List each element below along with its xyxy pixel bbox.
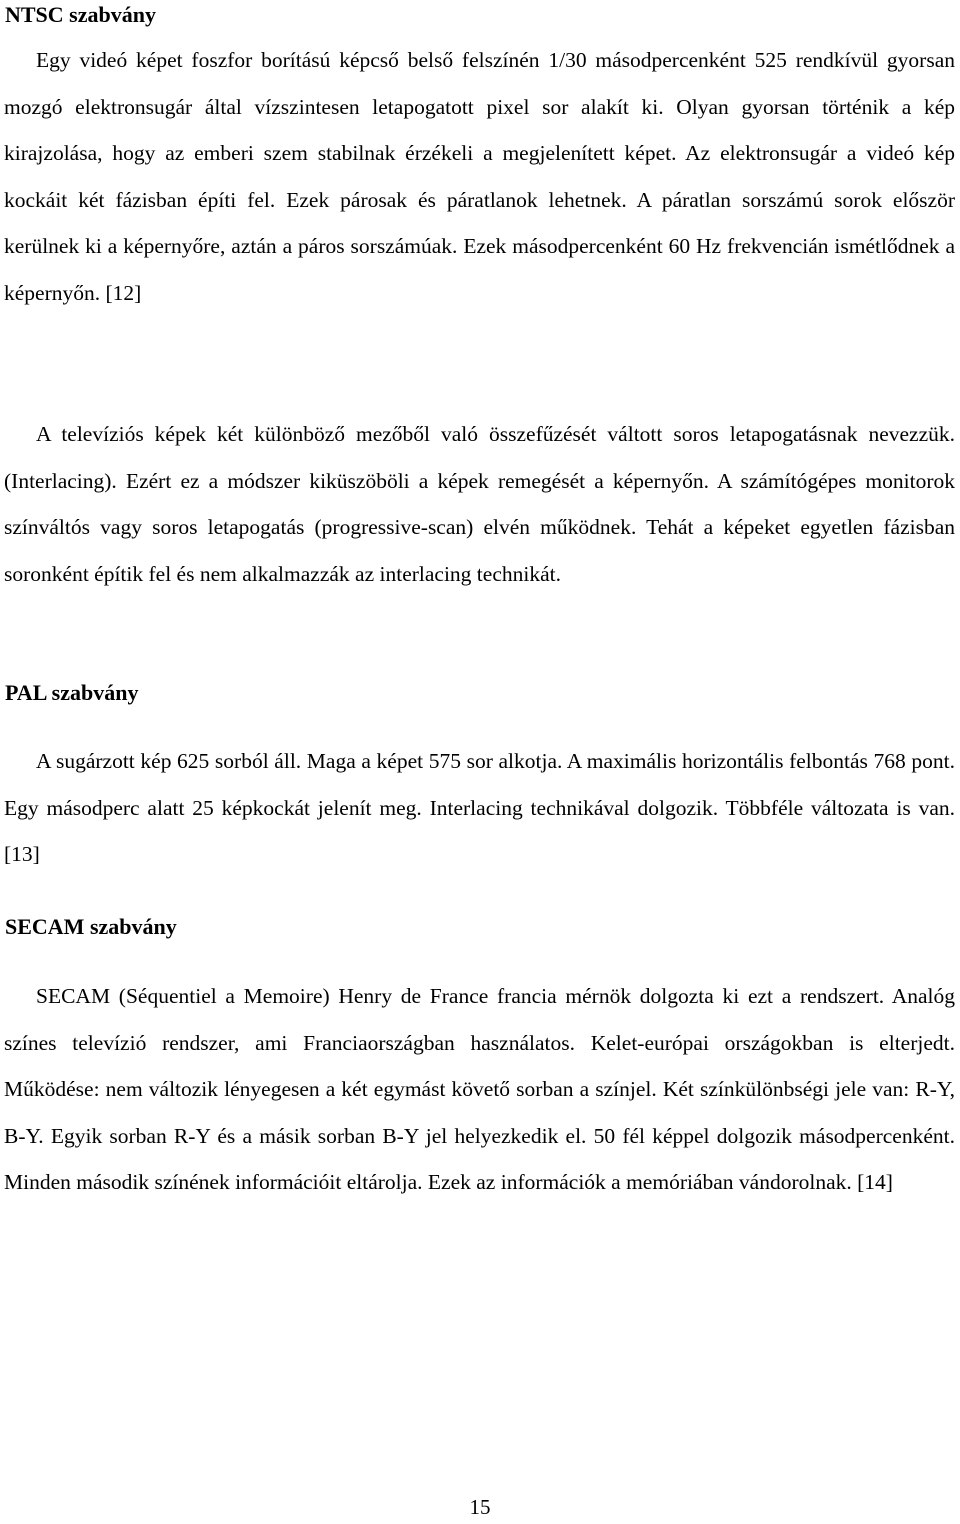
page-number: 15 bbox=[469, 1495, 491, 1519]
ntsc-paragraph-2: A televíziós képek két különböző mezőből való összefűzését váltott soros letapogatásnak nevezzük. (Interlacing). Ezért ez a módszer kiküszöböli a képek remegését a képernyőn. A számítógépes monitorok színváltós vagy soros letapogatás (progressive-scan) elvén működnek. Tehát a képeket egyetlen fázisban soronként építik fel és nem alkalmazzák az interlacing technikát. bbox=[4, 422, 955, 586]
section-title-ntsc: NTSC szabvány bbox=[5, 2, 156, 27]
ntsc-paragraph-1: Egy videó képet foszfor borítású képcső belső felszínén 1/30 másodpercenként 525 rendkívül gyorsan mozgó elektronsugár által vízszintesen letapogatott pixel sor alakít ki. Olyan gyorsan történik a kép kirajzolása, hogy az emberi szem stabilnak érzékeli a megjelenített képet. Az elektronsugár a videó kép kockáit két fázisban építi fel. Ezek párosak és páratlanok lehetnek. A páratlan sorszámú sorok először kerülnek ki a képernyőre, aztán a páros sorszámúak. Ezek másodpercenként 60 Hz frekvencián ismétlődnek a képernyőn. [12] bbox=[4, 48, 955, 305]
section-title-pal: PAL szabvány bbox=[5, 680, 139, 705]
section-title-secam: SECAM szabvány bbox=[5, 914, 177, 939]
pal-paragraph-1: A sugárzott kép 625 sorból áll. Maga a képet 575 sor alkotja. A maximális horizontális felbontás 768 pont. Egy másodperc alatt 25 képkockát jelenít meg. Interlacing technikával dolgozik. Többféle változata is van. [13] bbox=[4, 749, 955, 867]
secam-paragraph-1: SECAM (Séquentiel a Memoire) Henry de France francia mérnök dolgozta ki ezt a rendszert. Analóg színes televízió rendszer, ami Franciaországban használatos. Kelet-európai országokban is elterjedt. Működése: nem változik lényegesen a két egymást követő sorban a színjel. Két színkülönbségi jele van: R-Y, B-Y. Egyik sorban R-Y és a másik sorban B-Y jel helyezkedik el. 50 fél képpel dolgozik másodpercenként. Minden második színének információit eltárolja. Ezek az információk a memóriában vándorolnak. [14] bbox=[4, 984, 955, 1195]
